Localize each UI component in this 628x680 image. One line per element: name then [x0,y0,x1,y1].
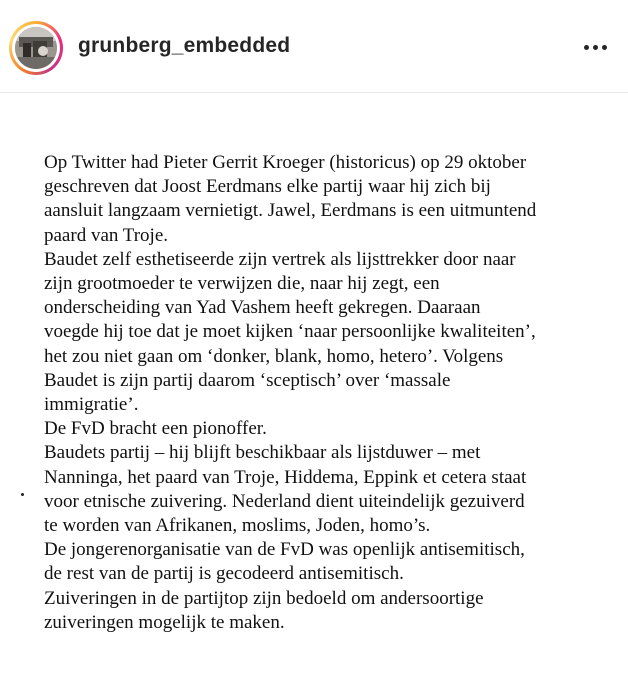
username-link[interactable]: grunberg_embedded [78,34,291,57]
more-options-icon[interactable] [578,36,614,60]
post-body-text: Op Twitter had Pieter Gerrit Kroeger (historicus) op 29 oktober geschreven dat Joost Eerdmans elke partij waar hij zich bij aansluit langzaam vernietigt. Jawel, Eerdmans is een uitmuntend paard van Troje. Baudet zelf esthetiseerde zijn vertrek als lijsttrekker door naar zijn grootmoeder te verwijzen die, naar hij zegt, een onderscheiding van Yad Vashem heeft gekregen. Daaraan voegde hij toe dat je moet kijken ‘naar persoonlijke kwaliteiten’, het zou niet gaan om ‘donker, blank, homo, hetero’. Volgens Baudet is zijn partij daarom ‘sceptisch’ over ‘massale immigratie’. De FvD bracht een pionoffer. Baudets partij – hij blijft beschikbaar als lijstduwer – met Nanninga, het paard van Troje, Hiddema, Eppink et cetera staat voor etnische zuivering. Nederland dient uiteindelijk gezuiverd te worden van Afrikanen, moslims, Joden, homo’s. De jongerenorganisatie van de FvD was openlijk antisemitisch, de rest van de partij is gecodeerd antisemitisch. Zuiveringen in de partijtop zijn bedoeld om andersoortige zuiveringen mogelijk te maken. [44,152,537,633]
more-dot [593,45,598,50]
profile-photo-graphic [15,27,57,69]
stray-mark [21,493,24,496]
profile-photo-icon [15,27,57,69]
post-header [0,0,628,93]
more-dot [602,45,607,50]
avatar[interactable] [9,21,63,75]
avatar-border [12,24,60,72]
more-dot [584,45,589,50]
